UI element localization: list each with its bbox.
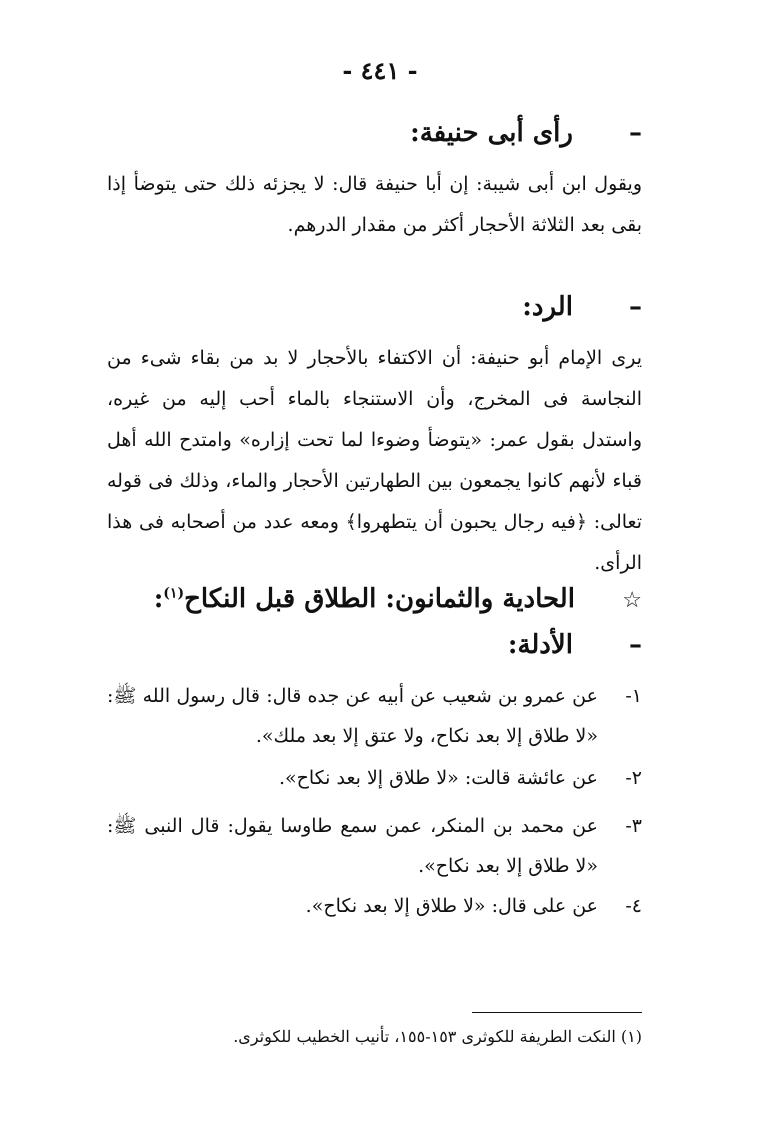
heading-text: الحادية والثمانون: الطلاق قبل النكاح <box>184 584 575 614</box>
heading-text: رأى أبى حنيفة: <box>410 118 573 148</box>
paragraph-reply: يرى الإمام أبو حنيفة: أن الاكتفاء بالأحجار لا بد من بقاء شىء من النجاسة فى المخرج، وأن الاستنجاء بالماء أحب إليه من غيره، واستدل بقول عمر: «يتوضأ وضوءا لما تحت إزاره» وامتدح الله أهل قباء لأنهم كانوا يجمعون بين الطهارتين الأحجار والماء، وذلك فى قوله تعالى: ﴿فيه رجال يحبون أن يتطهروا﴾ ومعه عدد من أصحابه فى هذا الرأى. <box>107 347 642 574</box>
list-item <box>107 806 642 886</box>
list-item <box>107 758 642 798</box>
page-number: - ٤٤١ - <box>342 56 418 85</box>
section-heading-evidence <box>508 630 642 660</box>
heading-text: الرد: <box>522 292 573 322</box>
list-item-text: عن محمد بن المنكر، عمن سمع طاوسا يقول: قال النبى ﷺ: «لا طلاق إلا بعد نكاح». <box>107 815 598 877</box>
section-heading-abu-hanifa-opinion <box>410 118 642 148</box>
paragraph-abu-hanifa-opinion: ويقول ابن أبى شيبة: إن أبا حنيفة قال: لا يجزئه ذلك حتى يتوضأ إذا بقى بعد الثلاثة الأحجار أكثر من مقدار الدرهم. <box>107 173 642 236</box>
list-item <box>107 886 642 926</box>
footnote: (١) النكت الطريفة للكوثرى ١٥٣-١٥٥، تأنيب الخطيب للكوثرى. <box>233 1027 642 1046</box>
list-item-number: ٤- <box>625 895 642 917</box>
list-item-number: ٢- <box>625 767 642 789</box>
footnote-divider <box>472 1012 642 1013</box>
heading-dash: – <box>629 292 642 322</box>
list-item-text: عن عائشة قالت: «لا طلاق إلا بعد نكاح». <box>278 767 598 789</box>
section-heading-divorce-before-marriage <box>154 584 642 614</box>
heading-dash: – <box>629 118 642 148</box>
list-item-text: عن عمرو بن شعيب عن أبيه عن جده قال: قال رسول الله ﷺ: «لا طلاق إلا بعد نكاح، ولا عتق إلا بعد ملك». <box>107 685 598 747</box>
heading-text: الأدلة: <box>507 630 573 660</box>
section-heading-reply <box>522 292 642 322</box>
list-item-text: عن على قال: «لا طلاق إلا بعد نكاح». <box>305 895 598 917</box>
footnote-marker: (١) <box>163 585 185 602</box>
list-item <box>107 676 642 756</box>
list-item-number: ٣- <box>625 815 642 837</box>
list-item-number: ١- <box>625 685 642 707</box>
heading-dash: – <box>629 630 642 660</box>
star-icon: ☆ <box>622 588 642 613</box>
heading-colon: : <box>153 584 164 614</box>
